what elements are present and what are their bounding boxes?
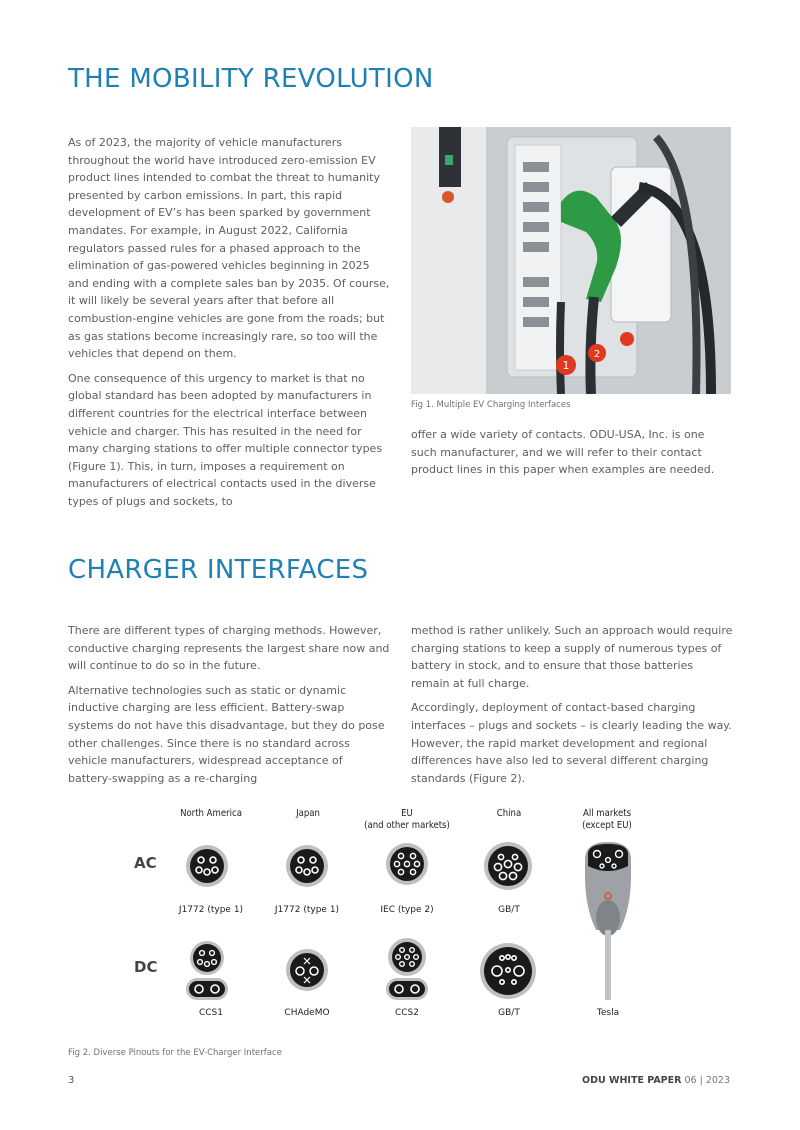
connector-label: CCS2: [394, 1008, 419, 1018]
paragraph: As of 2023, the majority of vehicle manufacturers throughout the world have introduced zero-emission EV product lines intended to combat the threat to humanity presented by carbon emissions. In part, this rapid development of EV’s has been sparked by government mandates. For example, in August 2022, California regulators passed rules for a phased approach to the elimination of gas-powered vehicles beginning in 2025 and ending with a complete sales ban by 2035. Of course, it will likely be several years after that before all combustion-engine vehicles are gone from the roads; but as gas stations become increasingly rare, so too will the vehicles that depend on them.: [68, 136, 390, 361]
connector-label: CCS1: [198, 1008, 223, 1018]
connector-label: IEC (type 2): [380, 905, 434, 915]
connector-label: GB/T: [498, 1008, 520, 1018]
ev-charger-photo: [411, 127, 731, 394]
photo-number-1: 1: [562, 359, 570, 372]
page-number: 3: [68, 1075, 75, 1086]
charger-right-column: [411, 622, 733, 794]
region-china: China: [496, 808, 522, 819]
paragraph: Accordingly, deployment of contact-based charging interfaces – plugs and sockets – is clearly leading the way. However, the rapid market development and regional differences have also led to several different charging standards (Figure 2).: [411, 701, 732, 785]
region-north-america: North America: [180, 808, 242, 819]
paragraph: Alternative technologies such as static or dynamic inductive charging are less efficient. Battery-swap systems do not have this disadvantage, but they do pose other challenges. Since there is no standard across vehicle manufacturers, widespread acceptance of battery-swapping as a re-charging: [68, 683, 385, 785]
region-eu: EU (and other markets): [364, 808, 450, 831]
gbt-ac-icon: [484, 842, 532, 890]
iec-type2-icon: [386, 843, 428, 885]
row-label-ac: AC: [134, 854, 157, 872]
footer-issue: 06 | 2023: [684, 1075, 730, 1086]
mobility-left-column: [68, 134, 390, 517]
connector-label: GB/T: [498, 905, 520, 915]
section-title-charger-interfaces: CHARGER INTERFACES: [68, 555, 369, 585]
ev-charger-illustration: [411, 127, 731, 394]
region-all-markets: All markets (except EU): [582, 808, 632, 831]
connector-pinout-figure: [0, 800, 800, 1030]
photo-number-2: 2: [593, 349, 601, 360]
connector-label-tesla: Tesla: [596, 1008, 620, 1018]
gbt-dc-icon: [480, 943, 536, 999]
figure-1-caption: Fig 1. Multiple EV Charging Interfaces: [411, 400, 571, 410]
footer-brand-name: ODU WHITE PAPER: [582, 1075, 682, 1086]
ccs2-icon: [386, 938, 428, 1000]
j1772-na-icon: [186, 845, 228, 887]
figure-2-caption: Fig 2. Diverse Pinouts for the EV-Charger Interface: [68, 1048, 282, 1058]
mobility-right-column: [411, 426, 733, 486]
connector-label: J1772 (type 1): [274, 905, 340, 915]
region-japan: Japan: [296, 808, 320, 819]
charger-left-column: [68, 622, 390, 794]
chademo-icon: [286, 949, 328, 991]
connector-icons: [0, 800, 800, 1030]
tesla-plug-icon: [585, 842, 631, 1000]
ccs1-icon: [186, 941, 228, 1000]
section-title-mobility: THE MOBILITY REVOLUTION: [68, 64, 434, 94]
row-label-dc: DC: [134, 958, 158, 976]
j1772-jp-icon: [286, 845, 328, 887]
paragraph: There are different types of charging methods. However, conductive charging represents the largest share now and will continue to do so in the future.: [68, 624, 390, 673]
footer-brand: [582, 1075, 730, 1086]
paragraph: method is rather unlikely. Such an approach would require charging stations to keep a supply of numerous types of battery in stock, and to ensure that those batteries remain at full charge.: [411, 624, 733, 690]
connector-label: J1772 (type 1): [178, 905, 244, 915]
paragraph: One consequence of this urgency to market is that no global standard has been adopted by manufacturers in different countries for the electrical interface between vehicle and charger. This has resulted in the need for many charging stations to offer multiple connector types (Figure 1). This, in turn, imposes a requirement on manufacturers of electrical contacts used in the diverse types of plugs and sockets, to: [68, 371, 383, 508]
paragraph: offer a wide variety of contacts. ODU-USA, Inc. is one such manufacturer, and we will refer to their contact product lines in this paper when examples are needed.: [411, 428, 715, 477]
connector-label: CHAdeMO: [284, 1008, 330, 1018]
